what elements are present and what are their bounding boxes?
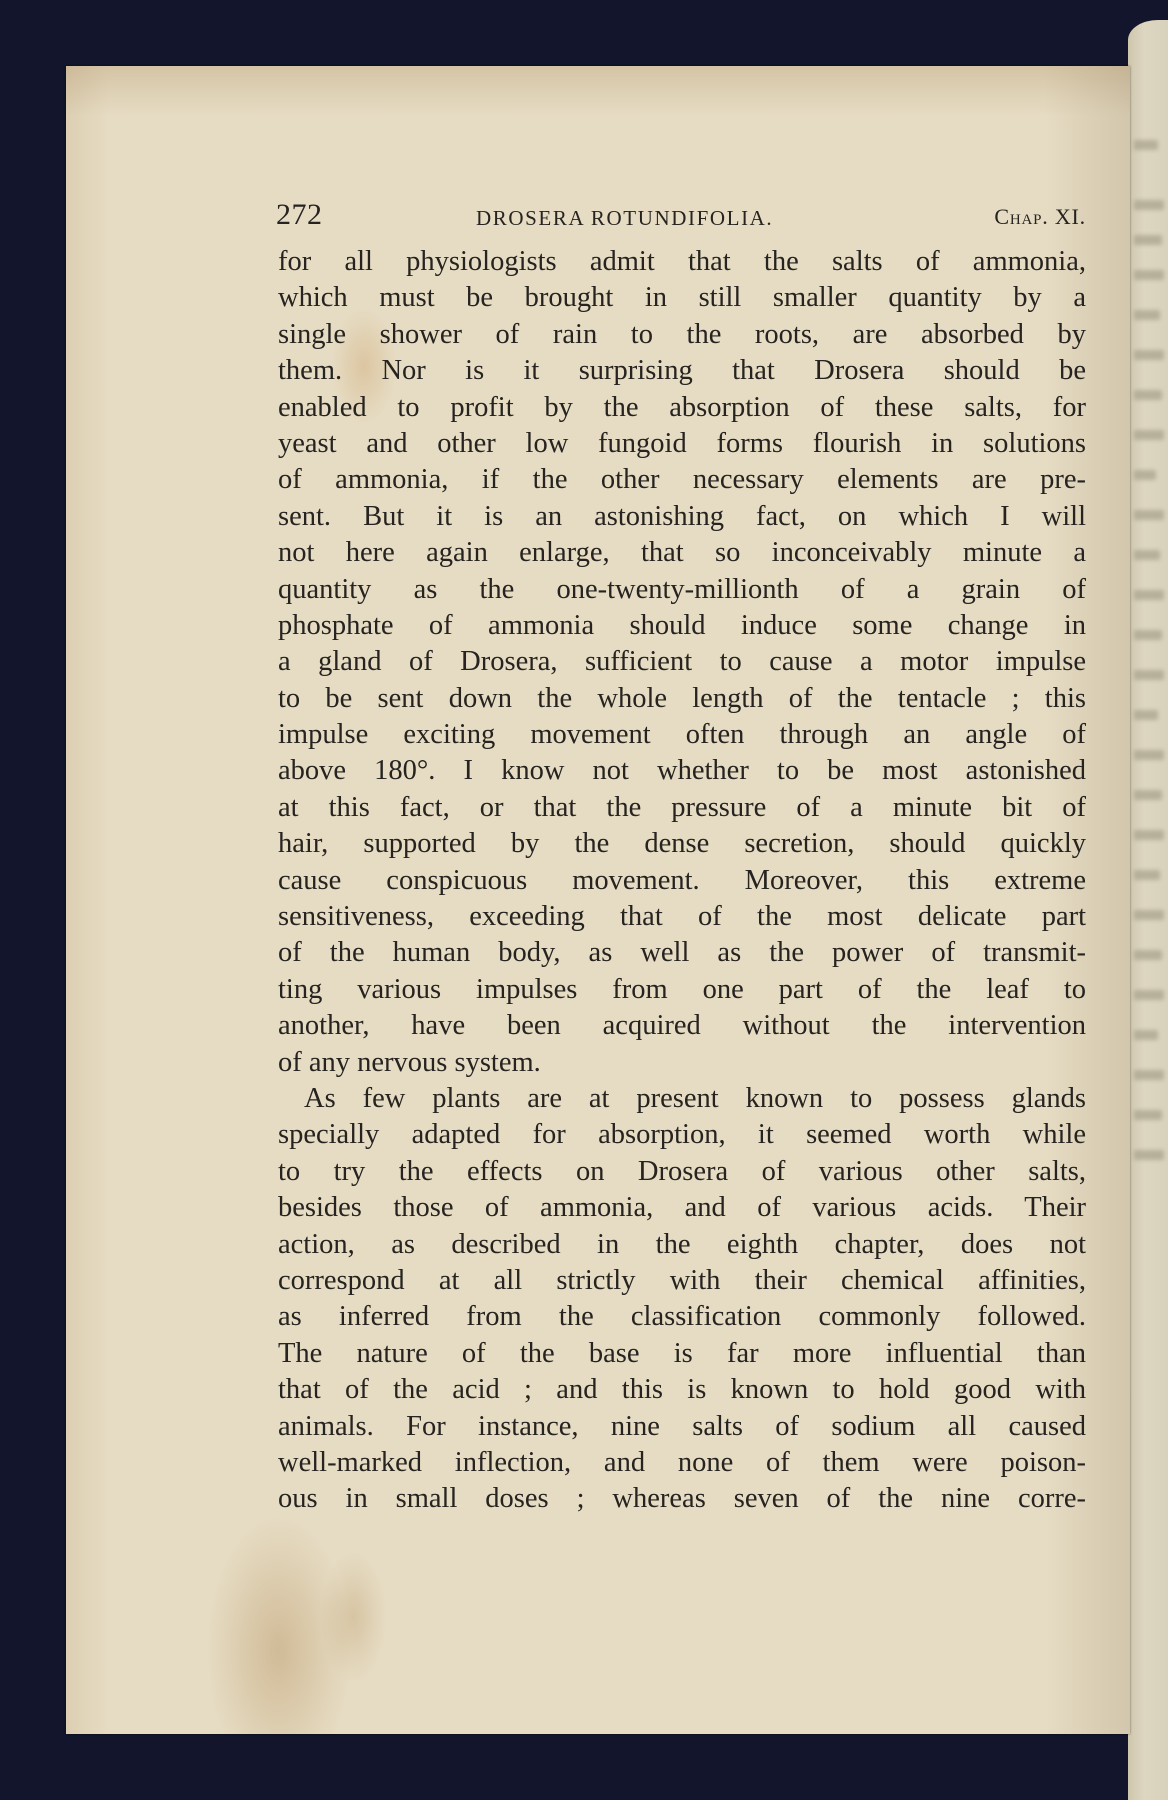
- bleed-through-text: [1134, 140, 1158, 150]
- bleed-through-text: [1134, 200, 1164, 210]
- text-line: specially adapted for absorption, it seemed worth while: [278, 1119, 1086, 1151]
- text-line: enabled to profit by the absorption of these salts, for: [278, 391, 1086, 423]
- bleed-through-text: [1134, 910, 1164, 920]
- bleed-through-text: [1134, 750, 1164, 760]
- bleed-through-text: [1134, 350, 1164, 360]
- bleed-through-text: [1134, 710, 1158, 720]
- text-line: which must be brought in still smaller quantity by a: [278, 282, 1086, 314]
- text-line: cause conspicuous movement. Moreover, this extreme: [278, 864, 1086, 896]
- bleed-through-text: [1134, 830, 1164, 840]
- text-line: ting various impulses from one part of the leaf to: [278, 973, 1086, 1005]
- text-line: them. Nor is it surprising that Drosera should be: [278, 355, 1086, 387]
- text-line: not here again enlarge, that so inconceivably minute a: [278, 537, 1086, 569]
- bleed-through-text: [1134, 550, 1160, 560]
- text-line: besides those of ammonia, and of various acids. Their: [278, 1192, 1086, 1224]
- bleed-through-text: [1134, 670, 1164, 680]
- text-line: yeast and other low fungoid forms flourish in solutions: [278, 427, 1086, 459]
- text-line: action, as described in the eighth chapter, does not: [278, 1228, 1086, 1260]
- bleed-through-text: [1134, 470, 1156, 480]
- text-line: sent. But it is an astonishing fact, on which I will: [278, 500, 1086, 532]
- book-page: [66, 66, 1130, 1734]
- text-line: The nature of the base is far more influential than: [278, 1337, 1086, 1369]
- text-line: sensitiveness, exceeding that of the most delicate part: [278, 901, 1086, 933]
- bleed-through-text: [1134, 510, 1164, 520]
- text-line: to be sent down the whole length of the tentacle ; this: [278, 682, 1086, 714]
- paragraph: [278, 244, 1086, 1081]
- adjacent-page-edge: [1128, 20, 1168, 1800]
- paragraph: [278, 1081, 1086, 1518]
- bleed-through-text: [1134, 1110, 1162, 1120]
- text-line: a gland of Drosera, sufficient to cause a motor impulse: [278, 646, 1086, 678]
- text-line: impulse exciting movement often through an angle of: [278, 719, 1086, 751]
- bleed-through-text: [1134, 430, 1164, 440]
- bleed-through-text: [1134, 1150, 1164, 1160]
- bleed-through-text: [1134, 790, 1162, 800]
- bleed-through-text: [1134, 310, 1160, 320]
- bleed-through-text: [1134, 950, 1162, 960]
- body-text: [278, 244, 1086, 1518]
- chapter-label: Chap. XI.: [994, 204, 1086, 229]
- text-line: as inferred from the classification commonly followed.: [278, 1301, 1086, 1333]
- bleed-through-text: [1134, 630, 1162, 640]
- text-line: As few plants are at present known to possess glands: [304, 1082, 1086, 1114]
- running-head: [276, 196, 1086, 236]
- text-line: to try the effects on Drosera of various other salts,: [278, 1155, 1086, 1187]
- bleed-through-text: [1134, 590, 1164, 600]
- text-line: hair, supported by the dense secretion, should quickly: [278, 828, 1086, 860]
- text-line: well-marked inflection, and none of them were poison-: [278, 1446, 1086, 1478]
- text-line: above 180°. I know not whether to be most astonished: [278, 755, 1086, 787]
- bleed-through-text: [1134, 1070, 1164, 1080]
- text-line: of any nervous system.: [278, 1046, 541, 1078]
- bleed-through-text: [1134, 270, 1164, 280]
- text-line: at this fact, or that the pressure of a minute bit of: [278, 791, 1086, 823]
- page-number: 272: [276, 198, 323, 231]
- text-line: animals. For instance, nine salts of sodium all caused: [278, 1410, 1086, 1442]
- text-line: of the human body, as well as the power of transmit-: [278, 937, 1086, 969]
- text-line: quantity as the one-twenty-millionth of a grain of: [278, 573, 1086, 605]
- text-line: that of the acid ; and this is known to hold good with: [278, 1374, 1086, 1406]
- text-line: phosphate of ammonia should induce some change in: [278, 609, 1086, 641]
- bleed-through-text: [1134, 870, 1160, 880]
- bleed-through-text: [1134, 235, 1162, 245]
- text-line: another, have been acquired without the intervention: [278, 1010, 1086, 1042]
- text-line: correspond at all strictly with their chemical affinities,: [278, 1264, 1086, 1296]
- text-line: for all physiologists admit that the salts of ammonia,: [278, 246, 1086, 277]
- text-line: of ammonia, if the other necessary elements are pre-: [278, 464, 1086, 496]
- bleed-through-text: [1134, 390, 1162, 400]
- running-title: DROSERA ROTUNDIFOLIA.: [476, 206, 774, 230]
- text-line: ous in small doses ; whereas seven of the nine corre-: [278, 1483, 1086, 1515]
- bleed-through-text: [1134, 990, 1164, 1000]
- text-line: single shower of rain to the roots, are absorbed by: [278, 318, 1086, 350]
- bleed-through-text: [1134, 1030, 1158, 1040]
